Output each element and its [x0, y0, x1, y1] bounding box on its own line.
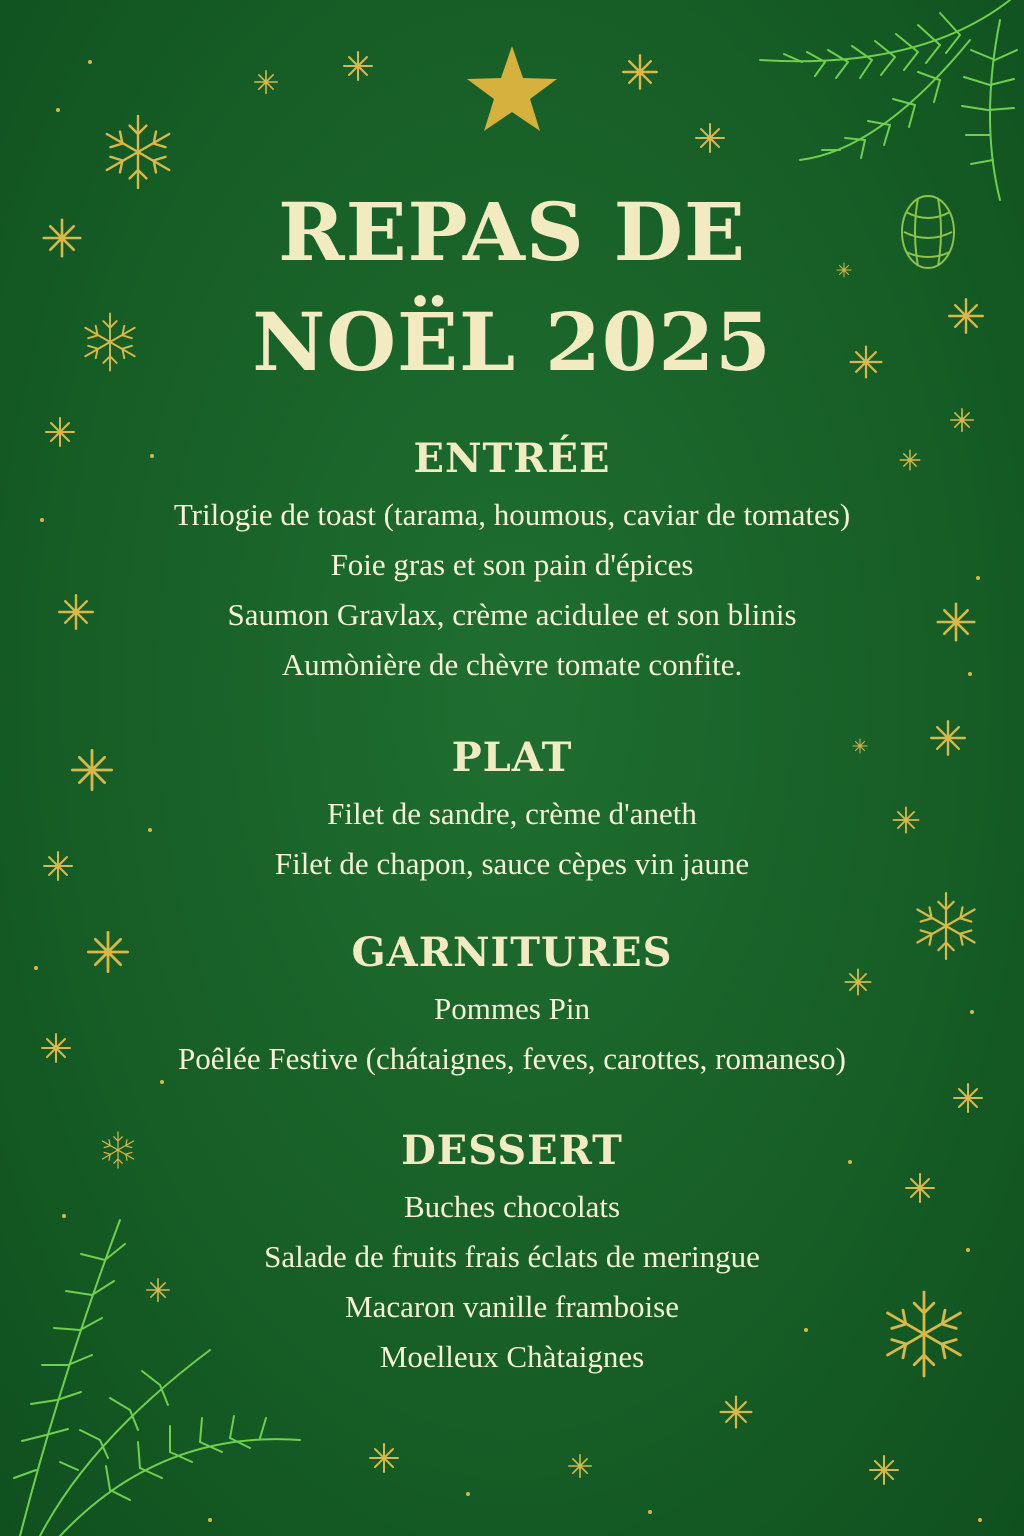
- section-heading: GARNITURES: [351, 929, 673, 976]
- section-garnitures: [0, 928, 1024, 1084]
- section-heading: DESSERT: [401, 1127, 623, 1174]
- menu-item: Saumon Gravlax, crème acidulee et son blinis: [227, 597, 797, 632]
- menu-item: Pommes Pin: [434, 991, 590, 1026]
- menu-title-line-1: REPAS DE: [278, 185, 746, 279]
- menu-item: Moelleux Chàtaignes: [379, 1339, 645, 1374]
- section-plat: [0, 733, 1024, 889]
- menu-item: Macaron vanille framboise: [345, 1289, 679, 1324]
- section-dessert: [0, 1126, 1024, 1382]
- menu-item: Aumònière de chèvre tomate confite.: [281, 647, 743, 682]
- menu-item: Trilogie de toast (tarama, houmous, caviar de tomates): [173, 497, 851, 532]
- menu-item: Filet de chapon, sauce cèpes vin jaune: [274, 846, 750, 881]
- menu-item: Salade de fruits frais éclats de meringue: [264, 1239, 760, 1274]
- menu-item: Buches chocolats: [403, 1189, 621, 1224]
- menu-item: Filet de sandre, crème d'aneth: [327, 796, 697, 831]
- section-heading: ENTRÉE: [413, 435, 611, 482]
- menu-item: Foie gras et son pain d'épices: [330, 547, 694, 582]
- menu-item: Poêlée Festive (chátaignes, feves, carottes, romaneso): [178, 1041, 846, 1076]
- section-heading: PLAT: [451, 734, 573, 781]
- section-entree: [0, 434, 1024, 690]
- menu-title-line-2: NOËL 2025: [252, 295, 772, 389]
